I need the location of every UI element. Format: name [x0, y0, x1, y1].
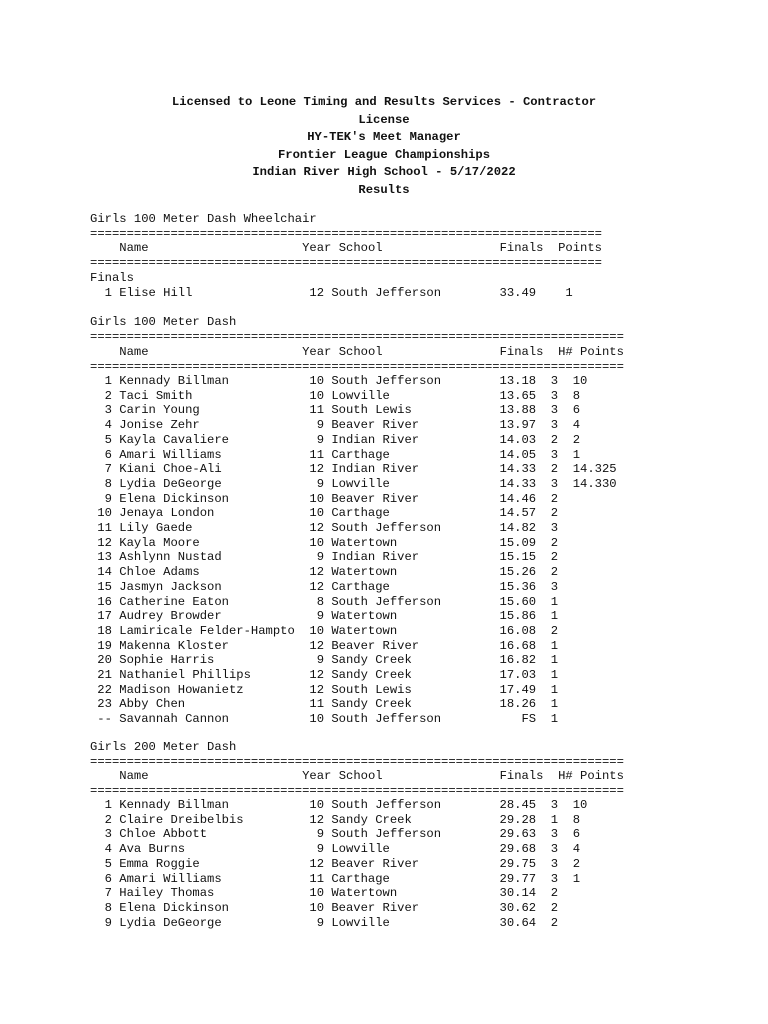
finals-time: 14.33	[499, 476, 537, 491]
points-value: 4	[572, 842, 581, 857]
result-row	[90, 477, 617, 492]
school-name: Indian River	[331, 432, 420, 447]
athlete-year: 12	[309, 856, 325, 871]
result-row	[90, 565, 617, 580]
place-cell: 3	[104, 827, 112, 842]
athlete-year: 10	[309, 388, 325, 403]
athlete-year: 11	[309, 403, 325, 418]
col-school-header: School	[338, 241, 383, 255]
col-year-header: Year	[302, 241, 332, 255]
school-name: South Jefferson	[331, 521, 442, 535]
athlete-year: 12	[309, 462, 325, 477]
finals-time: 30.14	[499, 886, 537, 901]
place-cell: 18	[97, 623, 112, 638]
school-name: Carthage	[331, 579, 390, 594]
athlete-name: Elise Hill	[119, 286, 193, 300]
athlete-name: Audrey Browder	[119, 609, 222, 624]
points-value: 14.330	[572, 476, 617, 491]
athlete-name: Lydia DeGeorge	[119, 476, 222, 491]
round-label: Finals	[90, 271, 134, 285]
school-name: Carthage	[331, 447, 390, 462]
athlete-name: Nathaniel Phillips	[119, 668, 251, 682]
finals-time: 14.82	[499, 521, 537, 535]
heat-number: 3	[550, 842, 559, 857]
school-name: Beaver River	[331, 491, 420, 506]
heat-number: 1	[550, 812, 559, 827]
col-name-header: Name	[119, 241, 149, 255]
place-cell: 21	[97, 668, 112, 682]
athlete-year: 9	[316, 653, 325, 668]
athlete-name: Savannah Cannon	[119, 712, 229, 727]
athlete-name: Lydia DeGeorge	[119, 915, 222, 930]
athlete-year: 9	[316, 609, 325, 624]
result-row	[90, 842, 617, 857]
athlete-year: 12	[309, 286, 325, 300]
athlete-name: Jasmyn Jackson	[119, 579, 222, 594]
meet-name: Frontier League Championships	[277, 148, 491, 162]
athlete-name: Carin Young	[119, 403, 200, 418]
place-cell: 2	[104, 812, 112, 827]
place-cell: 5	[104, 856, 112, 871]
athlete-name: Lily Gaede	[119, 521, 193, 535]
athlete-year: 10	[309, 374, 325, 388]
license-line: Licensed to Leone Timing and Results Services - Contractor	[171, 95, 597, 109]
athlete-year: 11	[309, 447, 325, 462]
finals-time: 14.03	[499, 432, 537, 447]
points-value: 14.325	[572, 462, 617, 477]
finals-time: 15.15	[499, 550, 537, 565]
school-name: Watertown	[331, 886, 398, 901]
athlete-year: 10	[309, 798, 325, 812]
finals-time: 14.57	[499, 506, 537, 521]
school-name: South Jefferson	[331, 286, 442, 300]
result-row	[90, 492, 617, 507]
heat-number: 3	[550, 521, 559, 535]
athlete-name: Chloe Adams	[119, 565, 200, 580]
place-cell: 22	[97, 682, 112, 697]
separator-line: ======================================================================	[90, 227, 602, 241]
athlete-name: Elena Dickinson	[119, 900, 229, 915]
result-row	[90, 550, 617, 565]
finals-time: 16.68	[499, 638, 537, 653]
school-name: Beaver River	[331, 638, 420, 653]
athlete-year: 9	[316, 915, 325, 930]
heat-number: 3	[550, 403, 559, 418]
result-row	[90, 712, 617, 727]
finals-time: 15.09	[499, 535, 537, 550]
school-name: South Jefferson	[331, 712, 442, 727]
heat-number: 1	[550, 712, 559, 727]
finals-time: 15.86	[499, 609, 537, 624]
heat-number: 1	[550, 697, 559, 712]
heat-number: 3	[550, 798, 559, 812]
result-row	[90, 580, 617, 595]
result-row	[90, 595, 617, 610]
column-headers	[90, 241, 602, 256]
finals-time: 17.03	[499, 668, 537, 682]
heat-number: 2	[550, 535, 559, 550]
points-value: 10	[572, 798, 588, 812]
finals-time: 16.08	[499, 623, 537, 638]
heat-number: 3	[550, 447, 559, 462]
finals-time: 13.88	[499, 403, 537, 418]
school-name: Watertown	[331, 535, 398, 550]
athlete-name: Taci Smith	[119, 388, 193, 403]
place-cell: 15	[97, 579, 112, 594]
heat-number: 1	[550, 653, 559, 668]
result-row	[90, 624, 617, 639]
heat-number: 2	[550, 623, 559, 638]
athlete-name: Kennady Billman	[119, 374, 229, 388]
heat-number: 2	[550, 886, 559, 901]
result-row	[90, 683, 617, 698]
heat-number: 1	[550, 594, 559, 609]
points-value: 8	[572, 812, 581, 827]
athlete-name: Madison Howanietz	[119, 682, 244, 697]
place-cell: 11	[97, 521, 112, 535]
result-row	[90, 639, 617, 654]
athlete-year: 10	[309, 491, 325, 506]
athlete-year: 12	[309, 638, 325, 653]
athlete-name: Amari Williams	[119, 447, 222, 462]
results-heading: Results	[358, 183, 410, 197]
heat-number: 3	[550, 871, 559, 886]
place-cell: 8	[104, 900, 112, 915]
heat-number: 2	[550, 915, 559, 930]
athlete-year: 12	[309, 812, 325, 827]
school-name: Sandy Creek	[331, 668, 412, 682]
athlete-year: 12	[309, 579, 325, 594]
athlete-year: 10	[309, 886, 325, 901]
school-name: Lowville	[331, 915, 390, 930]
athlete-year: 12	[309, 682, 325, 697]
heat-number: 1	[550, 638, 559, 653]
result-row	[90, 506, 617, 521]
points-value: 1	[572, 447, 581, 462]
place-cell: 23	[97, 697, 112, 712]
athlete-name: Ashlynn Nustad	[119, 550, 222, 565]
result-row	[90, 286, 609, 301]
result-row	[90, 697, 617, 712]
athlete-year: 11	[309, 697, 325, 712]
school-name: Sandy Creek	[331, 697, 412, 712]
athlete-year: 9	[316, 432, 325, 447]
school-name: Lowville	[331, 388, 390, 403]
result-row	[90, 668, 617, 683]
finals-time: 30.64	[499, 915, 537, 930]
athlete-name: Makenna Kloster	[119, 638, 229, 653]
finals-time: 29.68	[499, 842, 537, 857]
place-cell: 1	[104, 286, 112, 300]
heat-number: 3	[550, 476, 559, 491]
finals-time: 28.45	[499, 798, 537, 812]
place-cell: 4	[104, 418, 112, 433]
athlete-name: Jenaya London	[119, 506, 215, 521]
column-headers	[90, 345, 624, 360]
school-name: Beaver River	[331, 900, 420, 915]
finals-time: 29.77	[499, 871, 537, 886]
col-points-header: Points	[558, 241, 602, 255]
place-cell: 9	[104, 491, 112, 506]
result-row	[90, 403, 617, 418]
heat-number: 2	[550, 462, 559, 477]
athlete-year: 9	[316, 476, 325, 491]
athlete-name: Abby Chen	[119, 697, 186, 712]
points-value: 8	[572, 388, 581, 403]
result-row	[90, 798, 617, 813]
col-year-header: Year	[302, 769, 332, 783]
separator-line: =========================================================================	[90, 330, 624, 344]
place-cell: 1	[104, 798, 112, 812]
school-name: Indian River	[331, 462, 420, 477]
place-cell: 12	[97, 535, 112, 550]
school-name: Lowville	[331, 476, 390, 491]
heat-number: 2	[550, 432, 559, 447]
finals-time: 17.49	[499, 682, 537, 697]
school-name: Watertown	[331, 609, 398, 624]
result-row	[90, 418, 617, 433]
finals-time: 30.62	[499, 900, 537, 915]
athlete-name: Kennady Billman	[119, 798, 229, 812]
finals-time: 13.65	[499, 388, 537, 403]
separator-line: ======================================================================	[90, 256, 602, 270]
col-points-header: Points	[580, 769, 624, 783]
result-row	[90, 916, 617, 931]
finals-time: 18.26	[499, 697, 537, 712]
place-cell: 20	[97, 653, 112, 668]
finals-time: 29.28	[499, 812, 537, 827]
athlete-name: Elena Dickinson	[119, 491, 229, 506]
result-row	[90, 901, 617, 916]
place-cell: 6	[104, 871, 112, 886]
finals-time: 29.75	[499, 856, 537, 871]
event-title: Girls 200 Meter Dash	[90, 740, 237, 754]
heat-number: 3	[550, 374, 559, 388]
result-row	[90, 462, 617, 477]
athlete-year: 9	[316, 418, 325, 433]
athlete-year: 9	[316, 842, 325, 857]
athlete-year: 9	[316, 827, 325, 842]
athlete-name: Lamiricale Felder-Hampto	[119, 623, 295, 638]
heat-number: 1	[550, 609, 559, 624]
col-finals-header: Finals	[499, 769, 544, 783]
points-value: 6	[572, 827, 581, 842]
result-row	[90, 433, 617, 448]
result-row	[90, 872, 617, 887]
place-cell: 5	[104, 432, 112, 447]
result-row	[90, 521, 617, 536]
athlete-name: Sophie Harris	[119, 653, 215, 668]
heat-number: 2	[550, 900, 559, 915]
school-name: Watertown	[331, 623, 398, 638]
points-value: 2	[572, 432, 581, 447]
heat-number: 1	[550, 682, 559, 697]
place-cell: 8	[104, 476, 112, 491]
points-value: 4	[572, 418, 581, 433]
athlete-name: Chloe Abbott	[119, 827, 208, 842]
athlete-year: 10	[309, 712, 325, 727]
points-value: 6	[572, 403, 581, 418]
col-school-header: School	[338, 769, 383, 783]
points-value: 2	[572, 856, 581, 871]
finals-time: 13.97	[499, 418, 537, 433]
finals-time: 15.26	[499, 565, 537, 580]
heat-number: 3	[550, 827, 559, 842]
heat-number: 2	[550, 565, 559, 580]
result-row	[90, 389, 617, 404]
col-heat-header: H#	[558, 345, 573, 359]
place-cell: --	[97, 712, 112, 727]
col-finals-header: Finals	[499, 345, 544, 359]
result-row	[90, 827, 617, 842]
result-row	[90, 653, 617, 668]
place-cell: 19	[97, 638, 112, 653]
athlete-name: Ava Burns	[119, 842, 186, 857]
school-name: South Jefferson	[331, 827, 442, 842]
heat-number: 3	[550, 418, 559, 433]
school-name: South Jefferson	[331, 798, 442, 812]
col-heat-header: H#	[558, 769, 573, 783]
school-name: Indian River	[331, 550, 420, 565]
heat-number: 3	[550, 579, 559, 594]
athlete-name: Jonise Zehr	[119, 418, 200, 433]
result-row	[90, 448, 617, 463]
heat-number: 3	[550, 856, 559, 871]
column-headers	[90, 769, 624, 784]
athlete-year: 10	[309, 535, 325, 550]
finals-time: 15.36	[499, 579, 537, 594]
athlete-year: 12	[309, 521, 325, 535]
school-name: South Lewis	[331, 403, 412, 418]
points-value: 10	[572, 374, 588, 388]
heat-number: 3	[550, 388, 559, 403]
athlete-name: Claire Dreibelbis	[119, 812, 244, 827]
meet-venue-date: Indian River High School - 5/17/2022	[252, 165, 516, 179]
athlete-year: 10	[309, 506, 325, 521]
finals-time: 15.60	[499, 594, 537, 609]
school-name: Carthage	[331, 871, 390, 886]
place-cell: 9	[104, 915, 112, 930]
finals-time: 29.63	[499, 827, 537, 842]
place-cell: 3	[104, 403, 112, 418]
school-name: Watertown	[331, 565, 398, 580]
col-name-header: Name	[119, 345, 149, 359]
athlete-name: Amari Williams	[119, 871, 222, 886]
heat-number: 2	[550, 550, 559, 565]
athlete-year: 11	[309, 871, 325, 886]
school-name: Sandy Creek	[331, 812, 412, 827]
heat-number: 1	[550, 668, 559, 682]
school-name: Beaver River	[331, 418, 420, 433]
finals-time: 14.46	[499, 491, 537, 506]
result-row	[90, 609, 617, 624]
athlete-year: 10	[309, 900, 325, 915]
col-year-header: Year	[302, 345, 332, 359]
separator-line: =========================================================================	[90, 755, 624, 769]
school-name: South Jefferson	[331, 374, 442, 388]
place-cell: 4	[104, 842, 112, 857]
event-title: Girls 100 Meter Dash	[90, 315, 237, 329]
athlete-name: Kiani Choe-Ali	[119, 462, 222, 477]
software-name: HY-TEK's Meet Manager	[307, 130, 461, 144]
separator-line: =========================================================================	[90, 360, 624, 374]
place-cell: 16	[97, 594, 112, 609]
athlete-year: 8	[316, 594, 325, 609]
place-cell: 1	[104, 374, 112, 388]
col-points-header: Points	[580, 345, 624, 359]
heat-number: 2	[550, 506, 559, 521]
result-row	[90, 813, 617, 828]
points-value: 1	[565, 286, 573, 300]
points-value: 1	[572, 871, 581, 886]
finals-time: FS	[521, 712, 537, 727]
place-cell: 7	[104, 886, 112, 901]
athlete-year: 9	[316, 550, 325, 565]
separator-line: =========================================================================	[90, 784, 624, 798]
school-name: Beaver River	[331, 856, 420, 871]
result-row	[90, 886, 617, 901]
finals-time: 14.05	[499, 447, 537, 462]
place-cell: 17	[97, 609, 112, 624]
heat-number: 2	[550, 491, 559, 506]
place-cell: 14	[97, 565, 112, 580]
school-name: South Lewis	[331, 682, 412, 697]
athlete-name: Emma Roggie	[119, 856, 200, 871]
col-school-header: School	[338, 345, 383, 359]
finals-time: 13.18	[499, 374, 537, 388]
athlete-name: Catherine Eaton	[119, 594, 229, 609]
place-cell: 13	[97, 550, 112, 565]
school-name: South Jefferson	[331, 594, 442, 609]
col-finals-header: Finals	[499, 241, 544, 255]
place-cell: 6	[104, 447, 112, 462]
athlete-year: 12	[309, 668, 325, 682]
place-cell: 10	[97, 506, 112, 521]
school-name: Carthage	[331, 506, 390, 521]
license-line-cont: License	[358, 113, 410, 127]
event-title: Girls 100 Meter Dash Wheelchair	[90, 212, 317, 226]
result-row	[90, 536, 617, 551]
place-cell: 2	[104, 388, 112, 403]
athlete-year: 12	[309, 565, 325, 580]
place-cell: 7	[104, 462, 112, 477]
col-name-header: Name	[119, 769, 149, 783]
finals-time: 14.33	[499, 462, 537, 477]
result-row	[90, 857, 617, 872]
athlete-name: Kayla Cavaliere	[119, 432, 229, 447]
finals-time: 33.49	[499, 286, 537, 300]
finals-time: 16.82	[499, 653, 537, 668]
result-row	[90, 374, 617, 389]
athlete-name: Kayla Moore	[119, 535, 200, 550]
school-name: Sandy Creek	[331, 653, 412, 668]
athlete-name: Hailey Thomas	[119, 886, 215, 901]
athlete-year: 10	[309, 623, 325, 638]
school-name: Lowville	[331, 842, 390, 857]
